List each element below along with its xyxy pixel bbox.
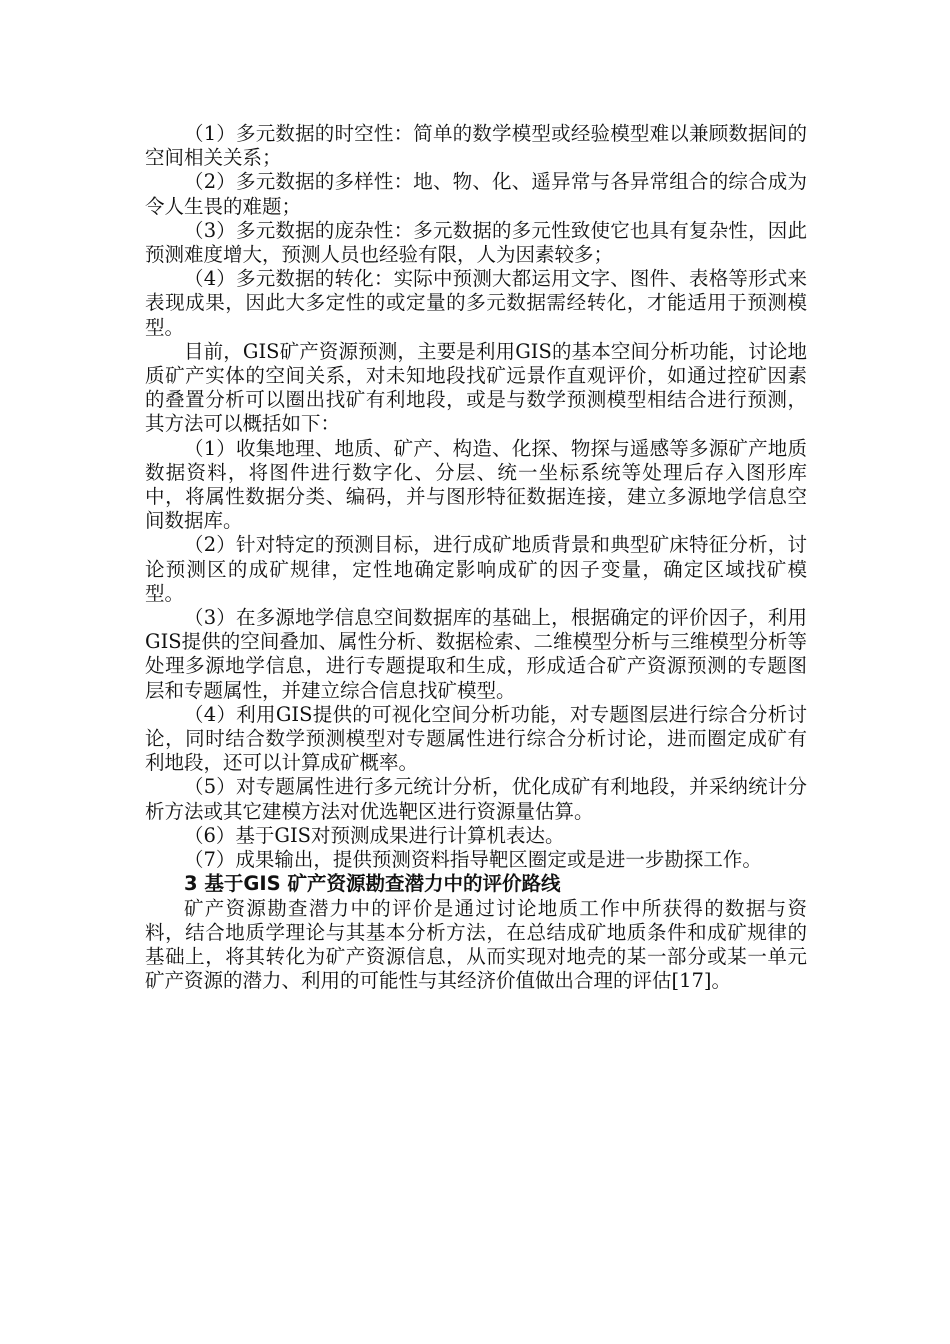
section-heading: 3 基于GIS 矿产资源勘查潜力中的评价路线 — [184, 872, 561, 896]
document-page — [145, 122, 807, 993]
paragraph-data-spatiotemporal: （1）多元数据的时空性：简单的数学模型或经验模型难以兼顾数据间的空间相关关系； — [145, 122, 807, 170]
paragraph-gis-prediction-intro: 目前，GIS矿产资源预测，主要是利用GIS的基本空间分析功能，讨论地质矿产实体的空间关系，对未知地段找矿远景作直观评价，如通过控矿因素的叠置分析可以圈出找矿有利地段，或是与数学预测模型相结合进行预测，其方法可以概括如下： — [145, 339, 807, 436]
paragraph-step-6: （6）基于GIS对预测成果进行计算机表达。 — [184, 823, 565, 847]
paragraph-data-conversion: （4）多元数据的转化：实际中预测大都运用文字、图件、表格等形式来表现成果，因此大多定性的或定量的多元数据需经转化，才能适用于预测模型。 — [145, 267, 807, 339]
paragraph-step-1: （1）收集地理、地质、矿产、构造、化探、物探与遥感等多源矿产地质数据资料，将图件进行数字化、分层、统一坐标系统等处理后存入图形库中，将属性数据分类、编码，并与图形特征数据连接，建立多源地学信息空间数据库。 — [145, 436, 807, 533]
paragraph-evaluation: 矿产资源勘查潜力中的评价是通过讨论地质工作中所获得的数据与资料，结合地质学理论与其基本分析方法，在总结成矿地质条件和成矿规律的基础上，将其转化为矿产资源信息，从而实现对地壳的某一部分或某一单元矿产资源的潜力、利用的可能性与其经济价值做出合理的评估[17]。 — [145, 896, 807, 993]
paragraph-step-3: （3）在多源地学信息空间数据库的基础上，根据确定的评价因子，利用GIS提供的空间叠加、属性分析、数据检索、二维模型分析与三维模型分析等处理多源地学信息，进行专题提取和生成，形成适合矿产资源预测的专题图层和专题属性，并建立综合信息找矿模型。 — [145, 606, 807, 702]
paragraph-step-7: （7）成果输出，提供预测资料指导靶区圈定或是进一步勘探工作。 — [184, 848, 762, 872]
paragraph-data-complexity: （3）多元数据的庞杂性：多元数据的多元性致使它也具有复杂性，因此预测难度增大，预测人员也经验有限，人为因素较多； — [145, 218, 807, 267]
paragraph-step-2: （2）针对特定的预测目标，进行成矿地质背景和典型矿床特征分析，讨论预测区的成矿规律，定性地确定影响成矿的因子变量，确定区域找矿模型。 — [145, 533, 807, 605]
paragraph-step-5: （5）对专题属性进行多元统计分析，优化成矿有利地段，并采纳统计分析方法或其它建模方法对优选靶区进行资源量估算。 — [145, 775, 807, 823]
paragraph-data-diversity: （2）多元数据的多样性：地、物、化、遥异常与各异常组合的综合成为令人生畏的难题； — [145, 170, 807, 218]
paragraph-step-4: （4）利用GIS提供的可视化空间分析功能，对专题图层进行综合分析讨论，同时结合数学预测模型对专题属性进行综合分析讨论，进而圈定成矿有利地段，还可以计算成矿概率。 — [145, 702, 807, 775]
